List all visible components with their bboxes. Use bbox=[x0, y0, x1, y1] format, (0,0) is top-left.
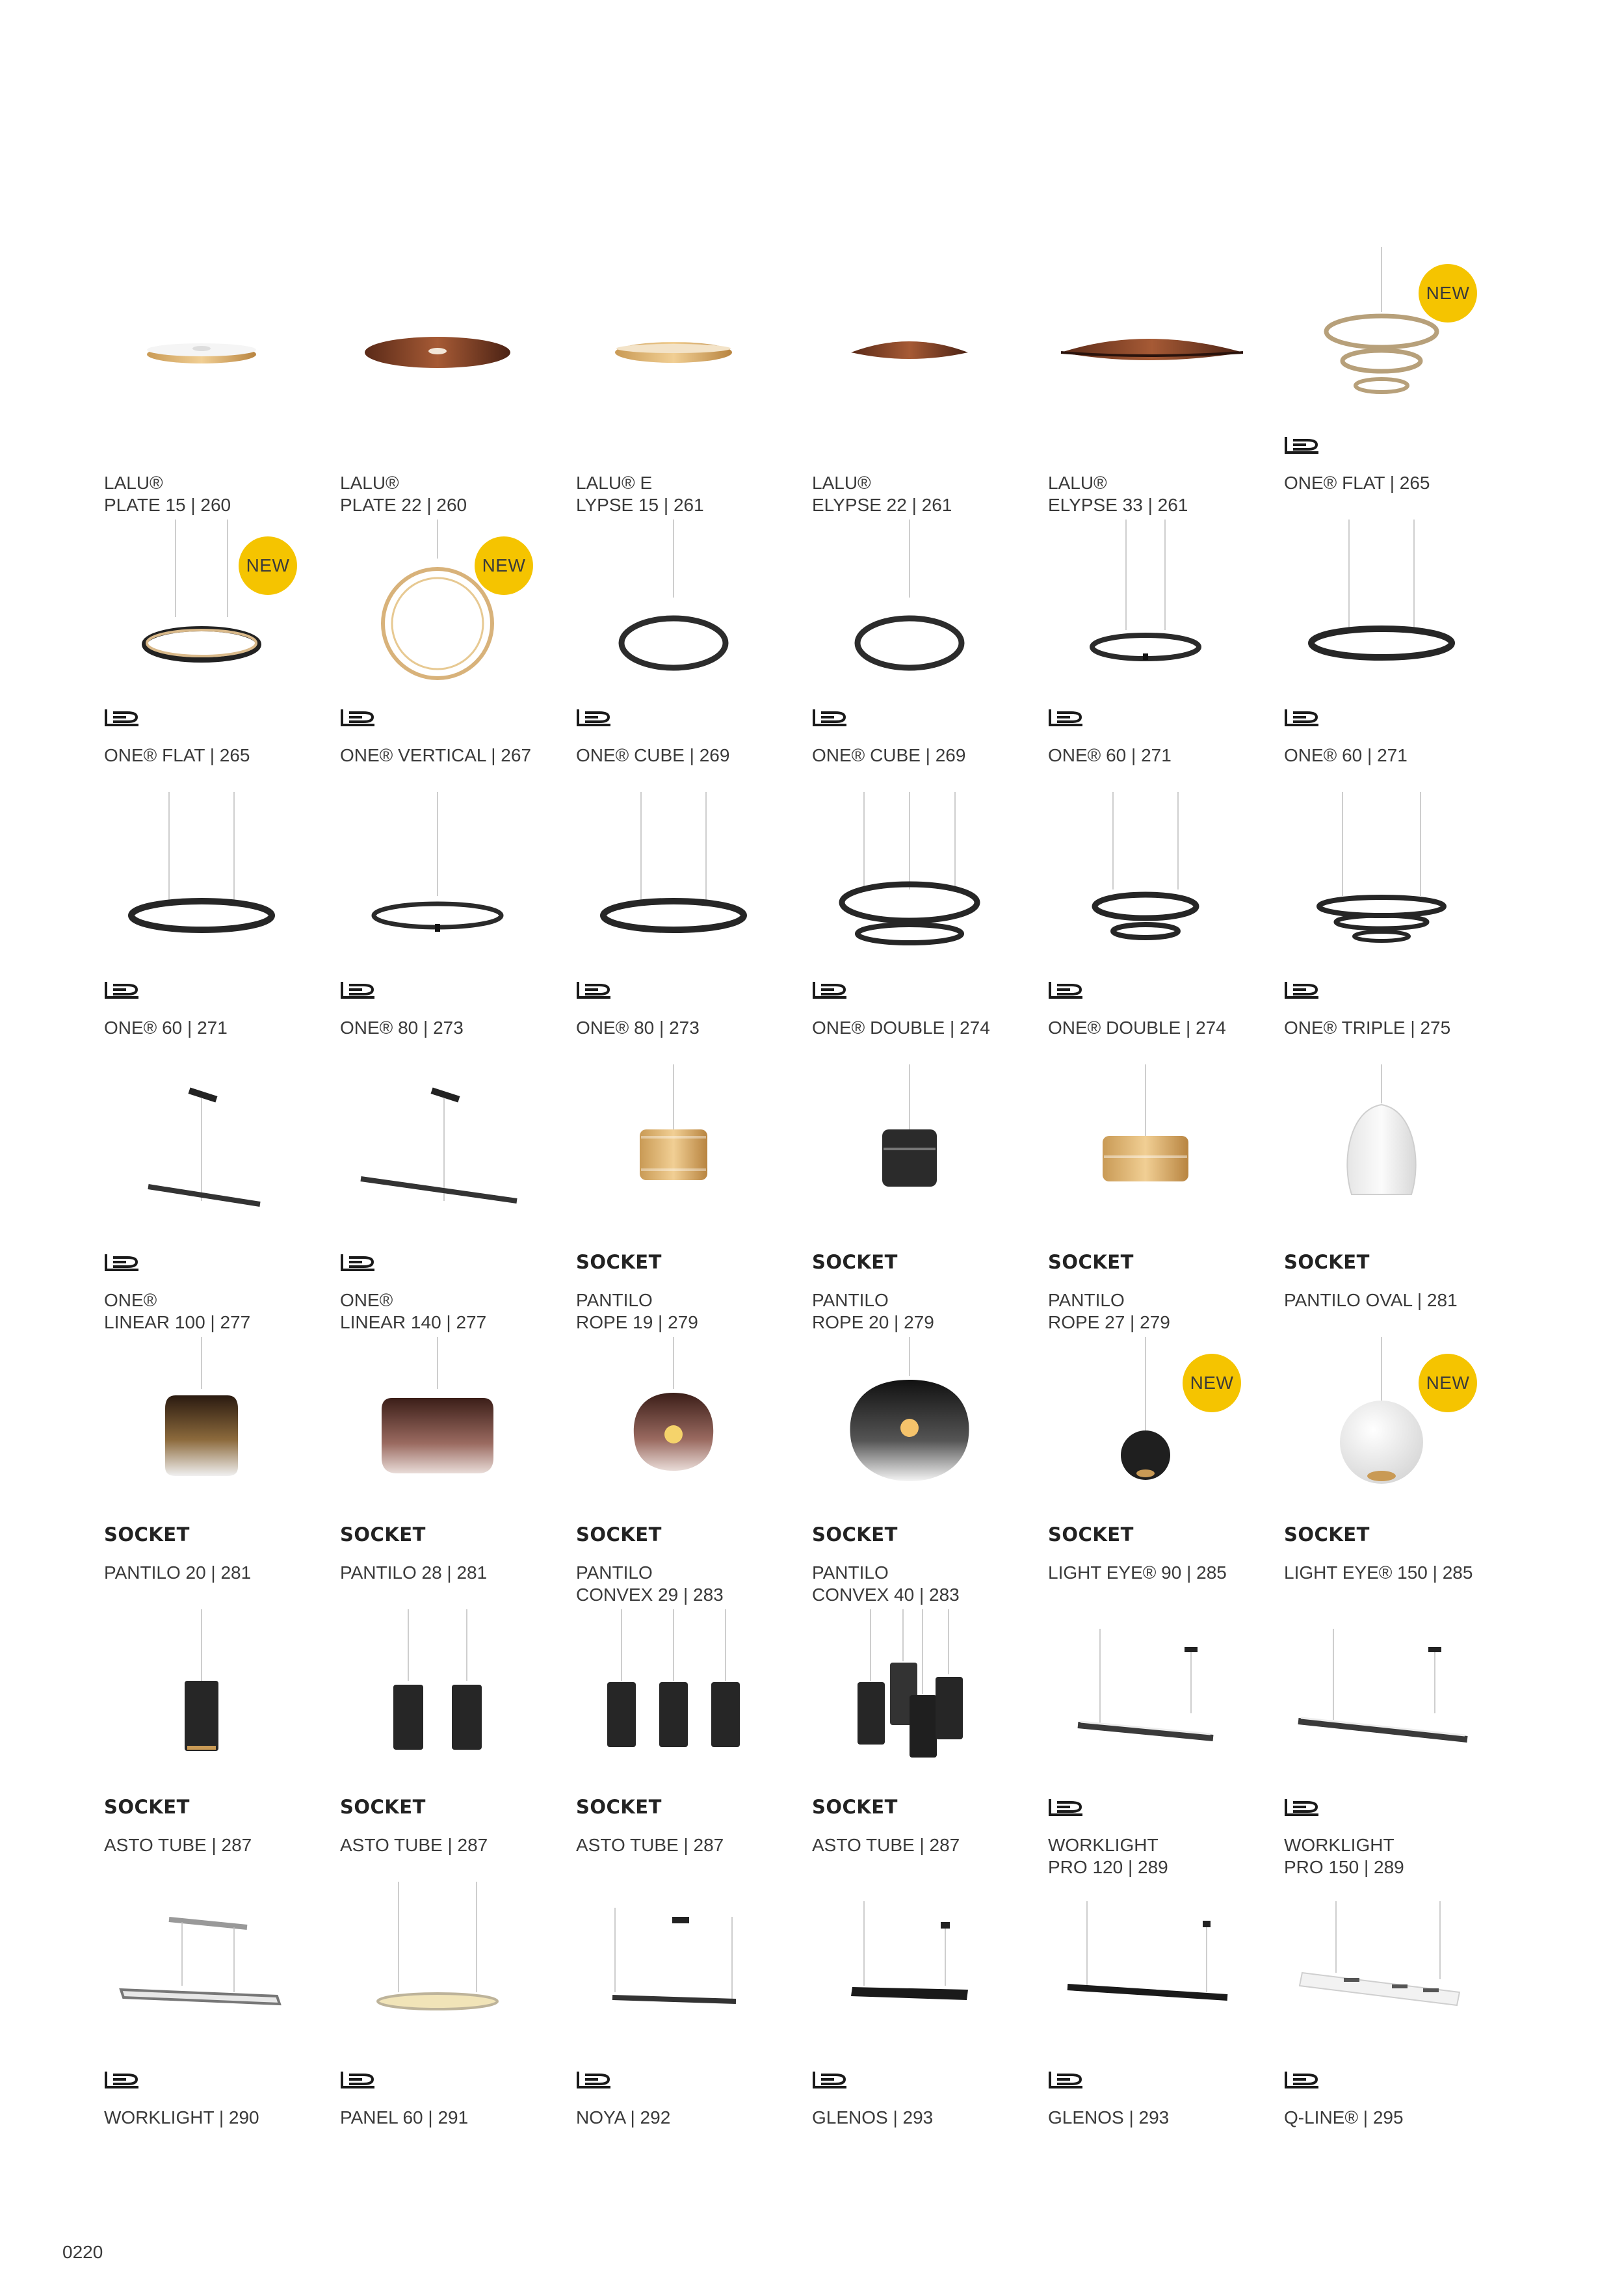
lamp-figure bbox=[576, 1609, 771, 1791]
lamp-illustration bbox=[104, 1609, 299, 1791]
led-icon bbox=[1284, 980, 1320, 999]
lamp-figure bbox=[812, 1882, 1007, 2064]
product-name bbox=[1284, 744, 1518, 767]
product-name bbox=[1284, 472, 1518, 494]
product-name bbox=[340, 1289, 574, 1334]
product-name-line-1: ONE® FLAT | 265 bbox=[104, 745, 250, 765]
led-icon bbox=[812, 2070, 848, 2089]
lamp-illustration bbox=[104, 1064, 299, 1246]
product-name-line-1: WORKLIGHT | 290 bbox=[104, 2107, 259, 2128]
product-name bbox=[812, 2107, 1046, 2129]
new-badge: NEW bbox=[1183, 1354, 1241, 1412]
product-card[interactable] bbox=[104, 1064, 340, 1337]
product-card[interactable] bbox=[340, 1609, 576, 1882]
led-label bbox=[1284, 979, 1320, 1001]
lamp-illustration bbox=[812, 1882, 1007, 2064]
new-badge: NEW bbox=[239, 536, 297, 595]
lamp-figure bbox=[1048, 1064, 1243, 1246]
socket-label: SOCKET bbox=[340, 1796, 426, 1818]
product-name bbox=[104, 2107, 338, 2129]
product-name-line-1: ONE® 60 | 271 bbox=[1048, 745, 1172, 765]
product-name bbox=[812, 1289, 1046, 1334]
product-card[interactable] bbox=[812, 247, 1048, 520]
product-name-line-2: CONVEX 29 | 283 bbox=[576, 1585, 724, 1605]
product-name-line-1: ONE® 80 | 273 bbox=[340, 1018, 464, 1038]
product-name bbox=[104, 1289, 338, 1334]
lamp-illustration bbox=[1048, 1609, 1243, 1791]
led-icon bbox=[104, 707, 140, 727]
product-name bbox=[812, 472, 1046, 516]
led-icon bbox=[812, 980, 848, 999]
lamp-illustration bbox=[340, 792, 535, 974]
product-name bbox=[340, 744, 574, 767]
lamp-figure bbox=[340, 247, 535, 429]
product-name bbox=[812, 1017, 1046, 1039]
product-name bbox=[340, 472, 574, 516]
lamp-figure bbox=[812, 520, 1007, 702]
product-name bbox=[104, 1017, 338, 1039]
socket-label: SOCKET bbox=[576, 1523, 662, 1546]
led-label bbox=[576, 979, 612, 1001]
product-name-line-1: PANTILO bbox=[576, 1562, 653, 1583]
lamp-illustration bbox=[1284, 520, 1479, 702]
lamp-illustration bbox=[104, 1337, 299, 1519]
lamp-figure bbox=[812, 792, 1007, 974]
product-name-line-1: PANTILO OVAL | 281 bbox=[1284, 1290, 1458, 1310]
led-icon bbox=[1284, 435, 1320, 454]
led-label bbox=[1284, 434, 1320, 456]
product-name bbox=[1048, 1289, 1282, 1334]
led-icon bbox=[340, 707, 376, 727]
lamp-illustration bbox=[576, 1882, 771, 2064]
led-icon bbox=[104, 1252, 140, 1272]
product-card[interactable] bbox=[1284, 1064, 1520, 1337]
lamp-figure bbox=[1284, 520, 1479, 702]
lamp-illustration bbox=[1048, 792, 1243, 974]
product-name-line-1: ASTO TUBE | 287 bbox=[576, 1835, 724, 1855]
product-card[interactable] bbox=[340, 247, 576, 520]
socket-label: SOCKET bbox=[104, 1523, 190, 1546]
product-card[interactable] bbox=[812, 792, 1048, 1064]
lamp-illustration bbox=[812, 1064, 1007, 1246]
lamp-figure bbox=[576, 792, 771, 974]
lamp-figure bbox=[1048, 792, 1243, 974]
lamp-figure bbox=[576, 520, 771, 702]
product-card[interactable] bbox=[812, 1882, 1048, 2154]
socket-label: SOCKET bbox=[340, 1523, 426, 1546]
product-name-line-2: ROPE 27 | 279 bbox=[1048, 1312, 1170, 1332]
page-number: 0220 bbox=[62, 2242, 103, 2262]
product-name-line-1: ONE® VERTICAL | 267 bbox=[340, 745, 532, 765]
lamp-figure bbox=[576, 1882, 771, 2064]
led-label bbox=[1048, 1796, 1084, 1818]
product-card[interactable] bbox=[340, 1064, 576, 1337]
led-icon bbox=[812, 707, 848, 727]
led-icon bbox=[576, 2070, 612, 2089]
socket-label: SOCKET bbox=[812, 1251, 898, 1273]
product-name-line-1: ONE® TRIPLE | 275 bbox=[1284, 1018, 1451, 1038]
socket-label: SOCKET bbox=[1048, 1523, 1134, 1546]
product-name-line-1: PANTILO 20 | 281 bbox=[104, 1562, 252, 1583]
lamp-figure bbox=[1048, 1609, 1243, 1791]
socket-label: SOCKET bbox=[1048, 1251, 1134, 1273]
product-name-line-1: LALU® bbox=[812, 473, 871, 493]
lamp-figure bbox=[576, 1337, 771, 1519]
led-icon bbox=[576, 980, 612, 999]
product-name-line-2: LYPSE 15 | 261 bbox=[576, 495, 704, 515]
product-name bbox=[1048, 472, 1282, 516]
lamp-illustration bbox=[576, 1609, 771, 1791]
product-card[interactable] bbox=[1284, 1609, 1520, 1882]
lamp-illustration bbox=[576, 1337, 771, 1519]
lamp-illustration bbox=[104, 247, 299, 429]
product-name-line-1: WORKLIGHT bbox=[1284, 1835, 1395, 1855]
product-card[interactable] bbox=[1284, 247, 1520, 520]
product-name bbox=[340, 1017, 574, 1039]
product-name-line-1: PANEL 60 | 291 bbox=[340, 2107, 469, 2128]
led-label bbox=[1048, 2068, 1084, 2090]
led-label bbox=[104, 2068, 140, 2090]
product-card[interactable] bbox=[1048, 520, 1284, 792]
product-name-line-1: ASTO TUBE | 287 bbox=[340, 1835, 488, 1855]
lamp-illustration bbox=[340, 1882, 535, 2064]
lamp-illustration bbox=[1048, 247, 1243, 429]
lamp-figure bbox=[1048, 520, 1243, 702]
product-card[interactable] bbox=[812, 1609, 1048, 1882]
led-label bbox=[576, 2068, 612, 2090]
product-name bbox=[1284, 1562, 1518, 1584]
product-grid bbox=[104, 247, 1521, 2154]
lamp-illustration bbox=[1284, 1064, 1479, 1246]
product-name-line-2: PLATE 22 | 260 bbox=[340, 495, 467, 515]
product-name bbox=[1284, 2107, 1518, 2129]
product-name bbox=[340, 1562, 574, 1584]
lamp-figure bbox=[104, 1609, 299, 1791]
product-name bbox=[104, 744, 338, 767]
product-name bbox=[340, 2107, 574, 2129]
lamp-illustration bbox=[104, 1882, 299, 2064]
lamp-illustration bbox=[104, 792, 299, 974]
product-name bbox=[812, 1562, 1046, 1606]
product-name-line-2: ROPE 20 | 279 bbox=[812, 1312, 934, 1332]
led-icon bbox=[340, 2070, 376, 2089]
product-name-line-1: LALU® bbox=[1048, 473, 1107, 493]
product-card[interactable] bbox=[340, 520, 576, 792]
product-name bbox=[576, 1017, 810, 1039]
lamp-illustration bbox=[340, 1609, 535, 1791]
product-name-line-1: LALU® E bbox=[576, 473, 653, 493]
product-name-line-1: LALU® bbox=[104, 473, 163, 493]
product-name-line-1: ONE® 60 | 271 bbox=[1284, 745, 1408, 765]
product-name-line-2: LINEAR 140 | 277 bbox=[340, 1312, 487, 1332]
led-icon bbox=[1048, 2070, 1084, 2089]
product-card[interactable] bbox=[1048, 1064, 1284, 1337]
product-card[interactable] bbox=[1048, 247, 1284, 520]
led-label bbox=[1284, 1796, 1320, 1818]
socket-label: SOCKET bbox=[104, 1796, 190, 1818]
product-name-line-1: Q-LINE® | 295 bbox=[1284, 2107, 1404, 2128]
product-card[interactable] bbox=[576, 1337, 812, 1609]
product-card[interactable] bbox=[576, 1882, 812, 2154]
product-name-line-1: PANTILO bbox=[812, 1562, 889, 1583]
product-name bbox=[576, 744, 810, 767]
product-name-line-1: ONE® DOUBLE | 274 bbox=[812, 1018, 990, 1038]
product-name-line-2: ELYPSE 22 | 261 bbox=[812, 495, 952, 515]
led-label bbox=[104, 1251, 140, 1273]
lamp-figure bbox=[1284, 1609, 1479, 1791]
product-card[interactable] bbox=[104, 1609, 340, 1882]
lamp-figure bbox=[812, 1337, 1007, 1519]
lamp-illustration bbox=[1284, 1882, 1479, 2064]
product-card[interactable] bbox=[104, 247, 340, 520]
product-name-line-1: ONE® FLAT | 265 bbox=[1284, 473, 1430, 493]
led-icon bbox=[104, 2070, 140, 2089]
product-name-line-1: GLENOS | 293 bbox=[1048, 2107, 1170, 2128]
lamp-figure bbox=[340, 1064, 535, 1246]
lamp-figure bbox=[104, 1064, 299, 1246]
product-name-line-2: LINEAR 100 | 277 bbox=[104, 1312, 251, 1332]
product-name-line-1: PANTILO bbox=[812, 1290, 889, 1310]
socket-label: SOCKET bbox=[812, 1796, 898, 1818]
product-card[interactable] bbox=[812, 520, 1048, 792]
product-card[interactable] bbox=[576, 1609, 812, 1882]
led-icon bbox=[340, 1252, 376, 1272]
product-name-line-2: PRO 150 | 289 bbox=[1284, 1857, 1404, 1877]
product-name-line-1: ONE® 80 | 273 bbox=[576, 1018, 700, 1038]
socket-label: SOCKET bbox=[812, 1523, 898, 1546]
product-name-line-1: GLENOS | 293 bbox=[812, 2107, 934, 2128]
lamp-figure bbox=[1048, 1882, 1243, 2064]
new-badge: NEW bbox=[1419, 264, 1477, 323]
product-name bbox=[812, 1834, 1046, 1856]
lamp-illustration bbox=[576, 520, 771, 702]
product-card[interactable] bbox=[104, 520, 340, 792]
product-name-line-1: ONE® CUBE | 269 bbox=[812, 745, 966, 765]
led-label bbox=[104, 706, 140, 728]
product-card[interactable] bbox=[1048, 1337, 1284, 1609]
product-name bbox=[1284, 1289, 1518, 1311]
led-label bbox=[812, 2068, 848, 2090]
new-badge: NEW bbox=[475, 536, 533, 595]
product-card[interactable] bbox=[576, 792, 812, 1064]
lamp-figure bbox=[104, 792, 299, 974]
led-icon bbox=[340, 980, 376, 999]
product-name-line-1: ASTO TUBE | 287 bbox=[812, 1835, 960, 1855]
lamp-figure bbox=[104, 247, 299, 429]
lamp-illustration bbox=[576, 792, 771, 974]
led-label bbox=[576, 706, 612, 728]
product-name bbox=[576, 472, 810, 516]
product-name-line-1: ONE® bbox=[104, 1290, 157, 1310]
product-name-line-1: ONE® bbox=[340, 1290, 393, 1310]
led-label bbox=[340, 1251, 376, 1273]
led-label bbox=[1284, 706, 1320, 728]
product-name bbox=[576, 1289, 810, 1334]
product-card[interactable] bbox=[1284, 1337, 1520, 1609]
product-name-line-1: ONE® 60 | 271 bbox=[104, 1018, 228, 1038]
lamp-figure bbox=[576, 247, 771, 429]
lamp-figure bbox=[104, 1882, 299, 2064]
lamp-illustration bbox=[1284, 792, 1479, 974]
product-name bbox=[576, 2107, 810, 2129]
socket-label: SOCKET bbox=[1284, 1251, 1370, 1273]
led-icon bbox=[1284, 2070, 1320, 2089]
product-card[interactable] bbox=[1048, 1882, 1284, 2154]
lamp-illustration bbox=[1048, 520, 1243, 702]
product-name-line-1: LIGHT EYE® 90 | 285 bbox=[1048, 1562, 1227, 1583]
product-card[interactable] bbox=[1284, 1882, 1520, 2154]
product-name-line-1: WORKLIGHT bbox=[1048, 1835, 1159, 1855]
product-name bbox=[104, 472, 338, 516]
lamp-illustration bbox=[812, 520, 1007, 702]
led-icon bbox=[576, 707, 612, 727]
product-name bbox=[1048, 1834, 1282, 1878]
product-name bbox=[104, 1562, 338, 1584]
product-card[interactable] bbox=[1284, 792, 1520, 1064]
product-name bbox=[1048, 1562, 1282, 1584]
lamp-illustration bbox=[1048, 1882, 1243, 2064]
product-card[interactable] bbox=[340, 1882, 576, 2154]
product-name bbox=[1284, 1834, 1518, 1878]
product-card[interactable] bbox=[104, 792, 340, 1064]
product-name-line-2: PLATE 15 | 260 bbox=[104, 495, 231, 515]
product-name bbox=[812, 744, 1046, 767]
product-card[interactable] bbox=[340, 792, 576, 1064]
lamp-figure bbox=[576, 1064, 771, 1246]
led-icon bbox=[1284, 1797, 1320, 1817]
product-card[interactable] bbox=[340, 1337, 576, 1609]
product-name bbox=[576, 1834, 810, 1856]
lamp-figure bbox=[340, 1882, 535, 2064]
product-card[interactable] bbox=[1048, 792, 1284, 1064]
product-name-line-1: PANTILO 28 | 281 bbox=[340, 1562, 488, 1583]
lamp-figure bbox=[812, 1064, 1007, 1246]
product-name-line-1: ONE® DOUBLE | 274 bbox=[1048, 1018, 1226, 1038]
product-name-line-2: CONVEX 40 | 283 bbox=[812, 1585, 960, 1605]
product-card[interactable] bbox=[812, 1337, 1048, 1609]
lamp-illustration bbox=[1048, 1064, 1243, 1246]
led-label bbox=[340, 706, 376, 728]
lamp-illustration bbox=[576, 1064, 771, 1246]
lamp-illustration bbox=[812, 1609, 1007, 1791]
led-label bbox=[1048, 979, 1084, 1001]
lamp-figure bbox=[340, 1337, 535, 1519]
product-card[interactable] bbox=[104, 1882, 340, 2154]
lamp-figure bbox=[1284, 1064, 1479, 1246]
socket-label: SOCKET bbox=[576, 1251, 662, 1273]
lamp-illustration bbox=[340, 1337, 535, 1519]
led-label bbox=[1284, 2068, 1320, 2090]
lamp-figure bbox=[1048, 247, 1243, 429]
led-label bbox=[340, 2068, 376, 2090]
led-label bbox=[340, 979, 376, 1001]
socket-label: SOCKET bbox=[1284, 1523, 1370, 1546]
lamp-figure bbox=[1284, 792, 1479, 974]
lamp-figure bbox=[340, 1609, 535, 1791]
product-name-line-2: ROPE 19 | 279 bbox=[576, 1312, 698, 1332]
lamp-figure bbox=[340, 792, 535, 974]
led-icon bbox=[1048, 980, 1084, 999]
led-icon bbox=[1284, 707, 1320, 727]
lamp-figure bbox=[812, 1609, 1007, 1791]
led-label bbox=[1048, 706, 1084, 728]
product-name bbox=[576, 1562, 810, 1606]
lamp-illustration bbox=[812, 247, 1007, 429]
lamp-figure bbox=[1284, 1882, 1479, 2064]
product-card[interactable] bbox=[576, 247, 812, 520]
product-card[interactable] bbox=[1048, 1609, 1284, 1882]
lamp-illustration bbox=[340, 247, 535, 429]
lamp-illustration bbox=[576, 247, 771, 429]
led-label bbox=[812, 706, 848, 728]
lamp-illustration bbox=[340, 1064, 535, 1246]
product-name-line-2: PRO 120 | 289 bbox=[1048, 1857, 1168, 1877]
product-name-line-2: ELYPSE 33 | 261 bbox=[1048, 495, 1188, 515]
led-label bbox=[812, 979, 848, 1001]
led-label bbox=[104, 979, 140, 1001]
product-name bbox=[1284, 1017, 1518, 1039]
product-name-line-1: NOYA | 292 bbox=[576, 2107, 671, 2128]
lamp-figure bbox=[812, 247, 1007, 429]
led-icon bbox=[1048, 1797, 1084, 1817]
product-name bbox=[1048, 2107, 1282, 2129]
product-name bbox=[1048, 1017, 1282, 1039]
product-name bbox=[1048, 744, 1282, 767]
product-card[interactable] bbox=[1284, 520, 1520, 792]
product-name-line-1: PANTILO bbox=[576, 1290, 653, 1310]
product-name-line-1: ASTO TUBE | 287 bbox=[104, 1835, 252, 1855]
product-name-line-1: LIGHT EYE® 150 | 285 bbox=[1284, 1562, 1473, 1583]
lamp-illustration bbox=[812, 1337, 1007, 1519]
product-name bbox=[104, 1834, 338, 1856]
product-card[interactable] bbox=[104, 1337, 340, 1609]
new-badge: NEW bbox=[1419, 1354, 1477, 1412]
lamp-illustration bbox=[812, 792, 1007, 974]
socket-label: SOCKET bbox=[576, 1796, 662, 1818]
product-name-line-1: ONE® CUBE | 269 bbox=[576, 745, 730, 765]
product-name-line-1: LALU® bbox=[340, 473, 399, 493]
led-icon bbox=[104, 980, 140, 999]
product-card[interactable] bbox=[576, 520, 812, 792]
product-name-line-1: PANTILO bbox=[1048, 1290, 1125, 1310]
lamp-figure bbox=[104, 1337, 299, 1519]
product-card[interactable] bbox=[812, 1064, 1048, 1337]
led-icon bbox=[1048, 707, 1084, 727]
product-name bbox=[340, 1834, 574, 1856]
product-card[interactable] bbox=[576, 1064, 812, 1337]
lamp-illustration bbox=[1284, 1609, 1479, 1791]
